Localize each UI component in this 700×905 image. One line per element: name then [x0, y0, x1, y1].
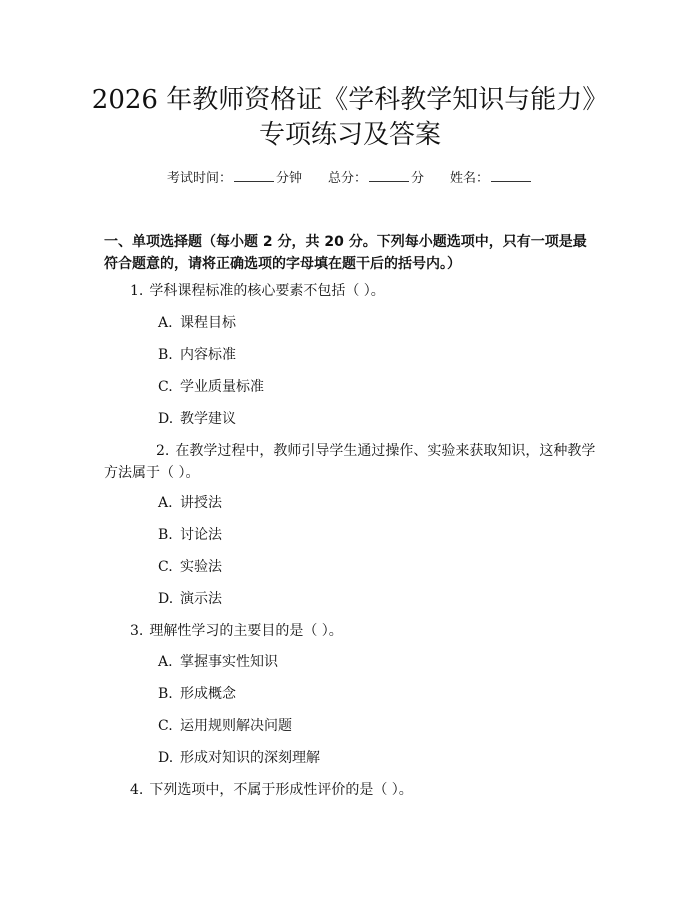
section-title: 一、单项选择题（每小题 2 分，共 20 分。下列每小题选项中，只有一项是最符合题意的，请将正确选项的字母填在题干后的括号内。） [104, 234, 587, 272]
question-2 [104, 440, 598, 484]
question-4 [130, 779, 598, 801]
question-stem: 下列选项中，不属于形成性评价的是（ ）。 [149, 782, 413, 798]
option-2b: B. 讨论法 [158, 527, 222, 543]
document-title-line1: 2026 年教师资格证《学科教学知识与能力》 [91, 85, 609, 115]
question-3 [130, 620, 598, 642]
score-label: 总分： [327, 171, 367, 186]
question-stem: 学科课程标准的核心要素不包括（ ）。 [149, 283, 385, 299]
option-3a: A. 掌握事实性知识 [158, 654, 278, 670]
time-unit: 分钟 [275, 171, 302, 186]
document-title-line2: 专项练习及答案 [258, 120, 441, 150]
question-number: 4. [130, 782, 144, 798]
name-label: 姓名： [450, 171, 490, 186]
question-number: 1. [130, 283, 144, 299]
option-1b: B. 内容标准 [158, 347, 236, 363]
option-2d: D. 演示法 [158, 591, 222, 607]
question-number: 2. [156, 443, 170, 459]
option-1c: C. 学业质量标准 [158, 379, 264, 395]
option-2a: A. 讲授法 [158, 495, 222, 511]
question-stem: 在教学过程中，教师引导学生通过操作、实验来获取知识，这种教学方法属于（ ）。 [104, 443, 596, 481]
option-3c: C. 运用规则解决问题 [158, 718, 292, 734]
time-label: 考试时间： [166, 171, 232, 186]
score-blank [369, 169, 409, 182]
question-stem: 理解性学习的主要目的是（ ）。 [149, 623, 343, 639]
option-2c: C. 实验法 [158, 559, 222, 575]
time-blank [234, 169, 274, 182]
option-1a: A. 课程目标 [158, 315, 236, 331]
name-blank [491, 169, 531, 182]
score-unit: 分 [411, 171, 425, 186]
option-1d: D. 教学建议 [158, 411, 236, 427]
option-3d: D. 形成对知识的深刻理解 [158, 750, 320, 766]
option-3b: B. 形成概念 [158, 686, 236, 702]
exam-meta [0, 169, 700, 188]
question-number: 3. [130, 623, 144, 639]
question-1 [130, 280, 598, 302]
